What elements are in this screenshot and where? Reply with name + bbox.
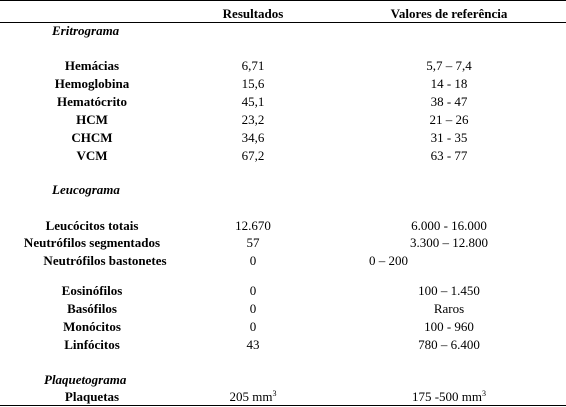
row-label-hemoglobina: Hemoglobina	[54, 76, 130, 91]
row-result-plaquetas	[230, 390, 277, 403]
row-label-chcm: CHCM	[71, 130, 113, 145]
row-reference-linfocitos: 780 – 6.400	[418, 337, 480, 352]
row-result-hcm: 23,2	[241, 112, 265, 127]
row-reference-hematocrito: 38 - 47	[430, 94, 468, 109]
section-leucograma: Leucograma	[52, 182, 120, 197]
row-result-hematocrito: 45,1	[241, 94, 265, 109]
row-result-eosinofilos: 0	[249, 283, 257, 298]
plaquetas-result-value: 205 mm	[229, 389, 273, 404]
row-reference-vcm: 63 - 77	[430, 148, 468, 163]
row-result-hemoglobina: 15,6	[241, 76, 265, 91]
row-reference-chcm: 31 - 35	[430, 130, 468, 145]
row-reference-monocitos: 100 - 960	[424, 319, 474, 334]
row-label-vcm: VCM	[76, 148, 108, 163]
row-result-linfocitos: 43	[246, 337, 260, 352]
section-eritrograma: Eritrograma	[52, 23, 120, 38]
row-label-hemacias: Hemácias	[64, 58, 120, 73]
section-plaquetograma: Plaquetograma	[44, 372, 127, 387]
row-reference-basofilos: Raros	[433, 301, 465, 316]
row-result-hemacias: 6,71	[241, 58, 265, 73]
row-result-basofilos: 0	[249, 301, 257, 316]
row-result-leucocitos-totais: 12.670	[235, 218, 271, 233]
row-label-eosinofilos: Eosinófilos	[61, 283, 123, 298]
plaquetas-reference-value: 175 -500 mm	[411, 389, 483, 404]
row-reference-plaquetas	[412, 390, 486, 403]
row-label-linfocitos: Linfócitos	[64, 337, 120, 352]
row-label-hematocrito: Hematócrito	[56, 94, 128, 109]
row-reference-hcm: 21 – 26	[429, 112, 469, 127]
row-label-monocitos: Monócitos	[63, 319, 121, 334]
row-result-neutrofilos-segmentados: 57	[246, 235, 260, 250]
plaquetas-reference-sup: 3	[482, 389, 487, 398]
row-result-monocitos: 0	[249, 319, 257, 334]
row-label-basofilos: Basófilos	[67, 301, 117, 316]
row-result-chcm: 34,6	[241, 130, 265, 145]
row-label-neutrofilos-segmentados: Neutrófilos segmentados	[23, 235, 161, 250]
row-reference-neutrofilos-segmentados: 3.300 – 12.800	[410, 235, 488, 250]
row-label-hcm: HCM	[76, 112, 108, 127]
row-label-neutrofilos-bastonetes: Neutrófilos bastonetes	[43, 253, 167, 268]
row-reference-hemacias: 5,7 – 7,4	[426, 58, 472, 73]
table-top-rule	[0, 0, 566, 1]
row-reference-eosinofilos: 100 – 1.450	[418, 283, 480, 298]
results-header: Resultados	[222, 6, 284, 21]
table-bottom-rule	[0, 405, 566, 406]
row-result-neutrofilos-bastonetes: 0	[249, 253, 257, 268]
reference-header: Valores de referência	[390, 6, 508, 21]
row-reference-neutrofilos-bastonetes: 0 – 200	[369, 253, 408, 268]
row-label-leucocitos-totais: Leucócitos totais	[45, 218, 139, 233]
row-label-plaquetas: Plaquetas	[64, 389, 120, 404]
plaquetas-result-sup: 3	[272, 389, 277, 398]
row-reference-leucocitos-totais: 6.000 - 16.000	[411, 218, 487, 233]
row-result-vcm: 67,2	[241, 148, 265, 163]
row-reference-hemoglobina: 14 - 18	[430, 76, 468, 91]
